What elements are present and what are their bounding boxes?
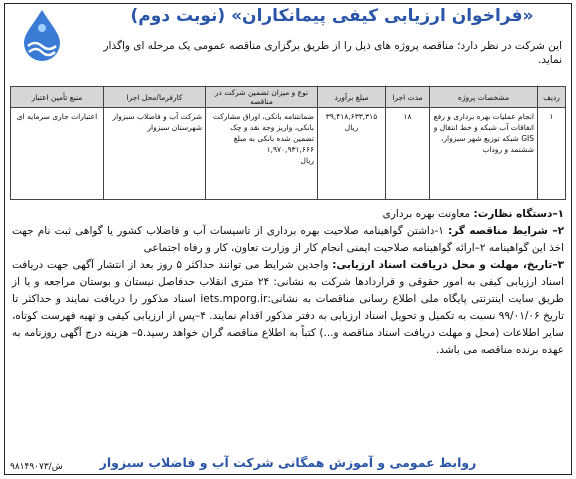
estimate-value: ۳۹,۴۱۸,۶۳۳,۳۱۵ xyxy=(325,112,378,121)
section-dates-text: واجدین شرایط می توانند حداکثر ۵ روز بعد از انتشار آگهی جهت دریافت اسناد ارزیابی کیفی به امور حقوقی و قراردادها شرکت به نشانی: ۲۴ متری انقلاب حدفاصل نیستان و بوستان مراجعه و یا از طریق سایت اینترنتی پایگاه ملی اطلاع رسانی مناقصات به نشانی:iets.mporg.ir اسناد مذکور را دریافت نمایند و حداکثر تا تاریخ ۹۹/۰۱/۰۶ نسبت به تکمیل و تحویل اسناد ارزیابی به دفتر مذکور اقدام نمایند. ۴–پس از ارزیابی کیفی و تهیه فهرست کوتاه، سایر اطلاعات (محل و مهلت دریافت اسناد مناقصه و...) کتباً به اطلاع مناقصه گران خواهد رسید.۵– هزینه درج آگهی روزنامه به عهده برنده مناقصه می باشد. xyxy=(12,259,565,356)
cell-funding: اعتبارات جاری سرمایه ای xyxy=(11,108,104,200)
col-header-funding: منبع تأمین اعتبار xyxy=(11,87,104,108)
section-dates-label: ۳–تاریخ، مهلت و محل دریافت اسناد ارزیابی: xyxy=(332,259,564,271)
table-row xyxy=(11,108,566,200)
section-dates xyxy=(12,257,564,359)
table-header-row xyxy=(11,87,566,108)
ad-body xyxy=(12,206,564,359)
cell-duration: ۱۸ xyxy=(386,108,430,200)
section-conditions-text: ۱-داشتن گواهینامه صلاحیت بهره برداری از تاسیسات آب و فاضلاب کشور یا گواهی ثبت نام جهت اخذ این گواهینامه ۲–ارائه گواهینامه صلاحیت ایمنی انجام کار از وزارت تعاون، کار و رفاه اجتماعی xyxy=(12,225,564,254)
estimate-unit: ریال xyxy=(344,123,359,132)
col-header-index: ردیف xyxy=(538,87,566,108)
water-drop-logo-icon xyxy=(14,6,70,62)
intro-text: این شرکت در نظر دارد؛ مناقصه پروژه های ذیل را از طریق برگزاری مناقصه عمومی یک مرحله ای واگذار نماید. xyxy=(103,40,562,66)
col-header-desc: مشخصات پروژه xyxy=(430,87,538,108)
cell-estimate xyxy=(318,108,386,200)
page-title: «فراخوان ارزیابی کیفی پیمانکاران» (نوبت دوم) xyxy=(130,6,534,26)
col-header-guarantee: نوع و میزان تضمین شرکت در مناقصه xyxy=(206,87,318,108)
section-conditions-label: ۲– شرایط مناقصه گر: xyxy=(448,225,564,237)
section-supervision xyxy=(12,206,564,223)
section-conditions xyxy=(12,223,564,257)
employer-text: شرکت آب و فاضلاب سبزوار xyxy=(112,112,202,121)
col-header-employer: کارفرما/محل اجرا xyxy=(104,87,206,108)
cell-index: ۱ xyxy=(538,108,566,200)
location-text: شهرستان سبزوار xyxy=(147,123,202,132)
cell-guarantee xyxy=(206,108,318,200)
col-header-estimate: مبلغ برآورد xyxy=(318,87,386,108)
footer-signature: روابط عمومی و آموزش همگانی شرکت آب و فاضلاب سبزوار xyxy=(99,455,477,470)
projects-table xyxy=(10,86,566,200)
ad-code: ۹۸۱۴۹۰۷۳/ش xyxy=(10,462,63,472)
section-supervision-text: معاونت بهره برداری xyxy=(382,208,474,220)
section-supervision-label: ۱–دستگاه نظارت: xyxy=(473,208,564,220)
guarantee-unit: ریال xyxy=(300,156,314,165)
cell-desc: انجام عملیات بهره برداری و رفع اتفاقات آب شبکه و خط انتقال و GIS شبکه توزیع شهر سبزوار، ششتمد و روداب xyxy=(430,108,538,200)
cell-employer xyxy=(104,108,206,200)
col-header-duration: مدت اجرا xyxy=(386,87,430,108)
guarantee-text: ضمانتنامه بانکی، اوراق مشارکت بانکی، واریز وجه نقد و چک تضمین شده بانکی به مبلغ ۱,۹۷۰,۹۳۱,۶۶۶ xyxy=(212,112,314,154)
